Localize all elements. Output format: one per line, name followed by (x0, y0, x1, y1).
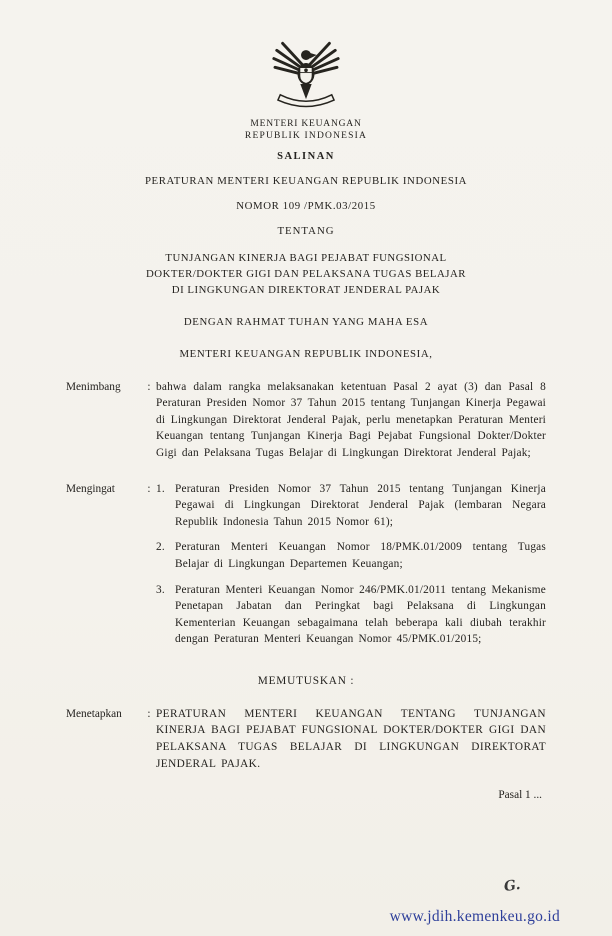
ministry-name: MENTERI KEUANGAN (250, 119, 362, 129)
mengingat-item-2 (156, 539, 546, 572)
page-continuation-marker: Pasal 1 ... (498, 789, 542, 802)
item-number: 3. (156, 583, 165, 596)
regulation-subject (66, 250, 546, 299)
item-text: Peraturan Presiden Nomor 37 Tahun 2015 tentang Tunjangan Kinerja Pegawai di Lingkungan Direktorat Jenderal Pajak (lembaran Negara Republik Indonesia Tahun 2015 Nomor 61); (175, 482, 546, 528)
menimbang-colon: : (147, 380, 151, 393)
menimbang-section (66, 379, 546, 462)
mengingat-item-3 (156, 582, 546, 648)
item-text: Peraturan Menteri Keuangan Nomor 18/PMK.01/2009 tentang Tugas Belajar di Lingkungan Departemen Keuangan; (175, 541, 546, 570)
memutuskan-heading: MEMUTUSKAN : (257, 674, 355, 687)
mengingat-list (156, 481, 546, 648)
menetapkan-colon: : (147, 707, 151, 720)
regulation-number: NOMOR 109 /PMK.03/2015 (236, 200, 376, 212)
item-number: 2. (156, 541, 165, 554)
subject-line-1: TUNJANGAN KINERJA BAGI PEJABAT FUNGSIONAL (165, 252, 447, 264)
tentang-label: TENTANG (277, 225, 335, 237)
subject-line-2: DOKTER/DOKTER GIGI DAN PELAKSANA TUGAS BELAJAR (145, 268, 466, 281)
mengingat-item-1 (156, 481, 546, 531)
republic-name: REPUBLIK INDONESIA (244, 131, 368, 141)
menetapkan-section (66, 706, 546, 772)
mengingat-label: Mengingat (66, 482, 115, 495)
minister-clause: MENTERI KEUANGAN REPUBLIK INDONESIA, (179, 347, 433, 360)
salinan-label: SALINAN (277, 151, 335, 162)
menimbang-label: Menimbang (66, 380, 121, 393)
menimbang-text: bahwa dalam rangka melaksanakan ketentuan Pasal 2 ayat (3) dan Pasal 8 Peraturan Presiden Nomor 37 Tahun 2015 tentang Tunjangan Kinerja Pegawai di Lingkungan Direktorat Jenderal Pajak, perlu menetapkan Peraturan Menteri Keuangan tentang Tunjangan Kinerja Bagi Pejabat Fungsional Dokter/Dokter Gigi dan Pelaksana Tugas Belajar di Lingkungan Direktorat Jenderal Pajak; (156, 380, 546, 459)
emblem-container (66, 34, 546, 115)
subject-line-3: DI LINGKUNGAN DIREKTORAT JENDERAL PAJAK (171, 284, 441, 297)
menetapkan-label: Menetapkan (66, 707, 122, 720)
grace-clause: DENGAN RAHMAT TUHAN YANG MAHA ESA (183, 315, 429, 328)
item-number: 1. (156, 482, 165, 495)
mengingat-section (66, 481, 546, 648)
mengingat-colon: : (147, 482, 151, 495)
paraf-initial-mark: G. (502, 876, 522, 896)
jdih-watermark: www.jdih.kemenkeu.go.id (389, 908, 560, 925)
item-text: Peraturan Menteri Keuangan Nomor 246/PMK.01/2011 tentang Mekanisme Penetapan Jabatan dan Peringkat bagi Pelaksana di Lingkungan Kementerian Keuangan sebagaimana telah beberapa kali diubah terakhir dengan Peraturan Menteri Keuangan Nomor 45/PMK.01/2015; (175, 583, 546, 646)
garuda-pancasila-icon (269, 97, 343, 114)
menetapkan-text: PERATURAN MENTERI KEUANGAN TENTANG TUNJANGAN KINERJA BAGI PEJABAT FUNGSIONAL DOKTER/DOKTER GIGI DAN PELAKSANA TUGAS BELAJAR DI LINGKUNGAN DIREKTORAT JENDERAL PAJAK. (156, 707, 546, 770)
regulation-title: PERATURAN MENTERI KEUANGAN REPUBLIK INDONESIA (144, 175, 468, 187)
